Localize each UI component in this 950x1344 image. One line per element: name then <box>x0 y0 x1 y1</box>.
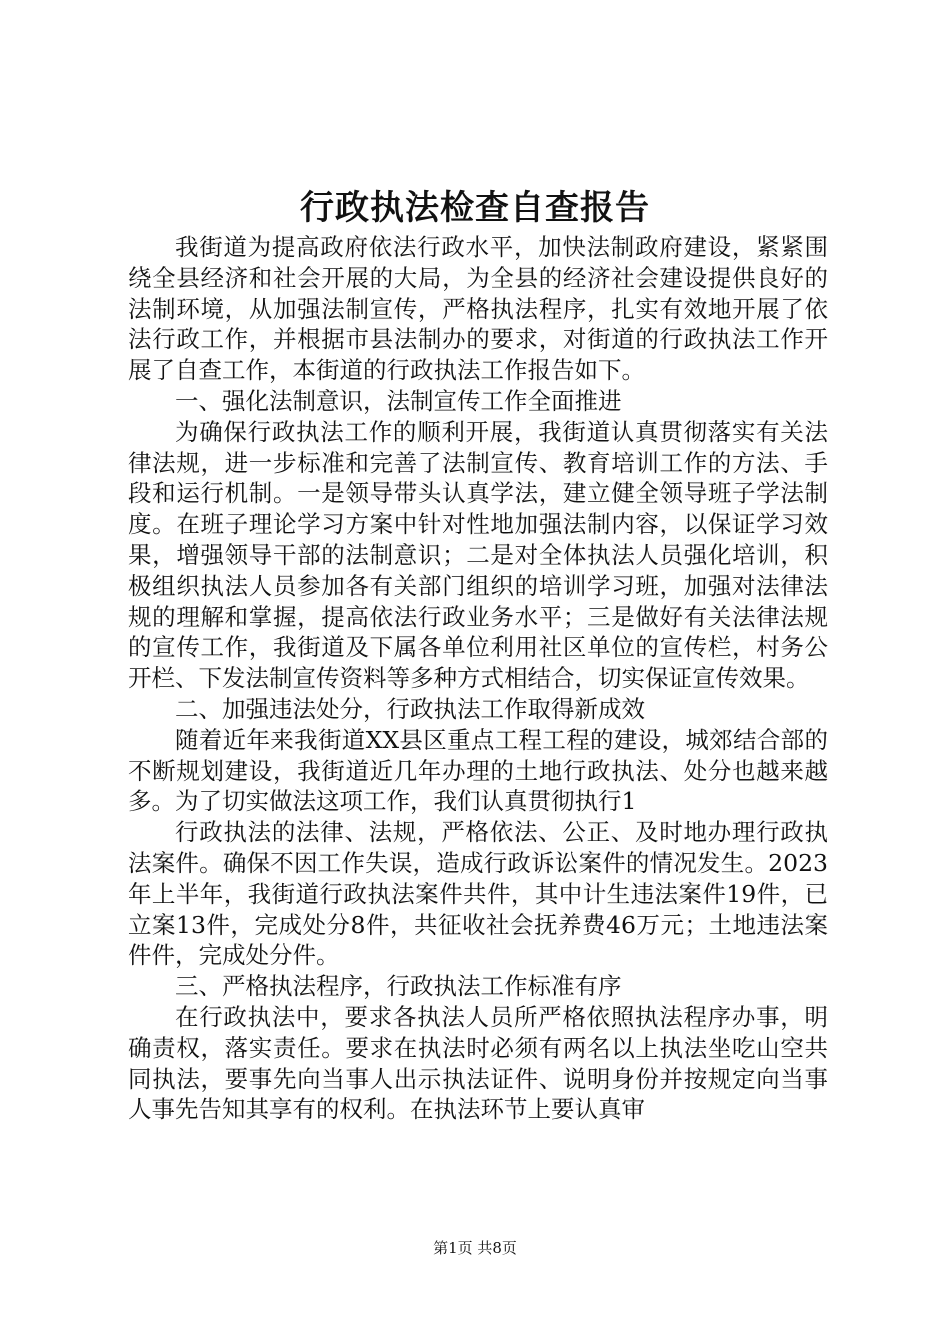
paragraph-intro: 我街道为提高政府依法行政水平，加快法制政府建设，紧紧围绕全县经济和社会开展的大局，为全县的经济社会建设提供良好的法制环境，从加强法制宣传，严格执法程序，扎实有效地开展了依法行政工作，并根据市县法制办的要求，对街道的行政执法工作开展了自查工作，本街道的行政执法工作报告如下。 <box>128 233 828 385</box>
paragraph-section-2b: 行政执法的法律、法规，严格依法、公正、及时地办理行政执法案件。确保不因工作失误，造成行政诉讼案件的情况发生。2023年上半年，我街道行政执法案件共件，其中计生违法案件19件，已立案13件，完成处分8件，共征收社会抚养费46万元；土地违法案件件，完成处分件。 <box>128 818 828 970</box>
paragraph-section-3: 在行政执法中，要求各执法人员所严格依照执法程序办事，明确责权，落实责任。要求在执法时必须有两名以上执法坐吃山空共同执法，要事先向当事人出示执法证件、说明身份并按规定向当事人事先告知其享有的权利。在执法环节上要认真审 <box>128 1002 828 1124</box>
section-heading-3: 三、严格执法程序，行政执法工作标准有序 <box>175 972 622 1001</box>
document-body <box>128 232 828 1125</box>
document-title: 行政执法检查自查报告 <box>300 188 650 228</box>
page-footer: 第1页 共8页 <box>433 1239 517 1257</box>
paragraph-section-2a: 随着近年来我街道XX县区重点工程工程的建设，城郊结合部的不断规划建设，我街道近几年办理的土地行政执法、处分也越来越多。为了切实做法这项工作，我们认真贯彻执行1 <box>128 725 828 816</box>
section-heading-1: 一、强化法制意识，法制宣传工作全面推进 <box>175 386 622 415</box>
section-heading-2: 二、加强违法处分，行政执法工作取得新成效 <box>175 694 645 723</box>
paragraph-section-1: 为确保行政执法工作的顺利开展，我街道认真贯彻落实有关法律法规，进一步标准和完善了法制宣传、教育培训工作的方法、手段和运行机制。一是领导带头认真学法，建立健全领导班子学法制度。在班子理论学习方案中针对性地加强法制内容，以保证学习效果，增强领导干部的法制意识；二是对全体执法人员强化培训，积极组织执法人员参加各有关部门组织的培训学习班，加强对法律法规的理解和掌握，提高依法行政业务水平；三是做好有关法律法规的宣传工作，我街道及下属各单位利用社区单位的宣传栏，村务公开栏、下发法制宣传资料等多种方式相结合，切实保证宣传效果。 <box>128 417 828 693</box>
